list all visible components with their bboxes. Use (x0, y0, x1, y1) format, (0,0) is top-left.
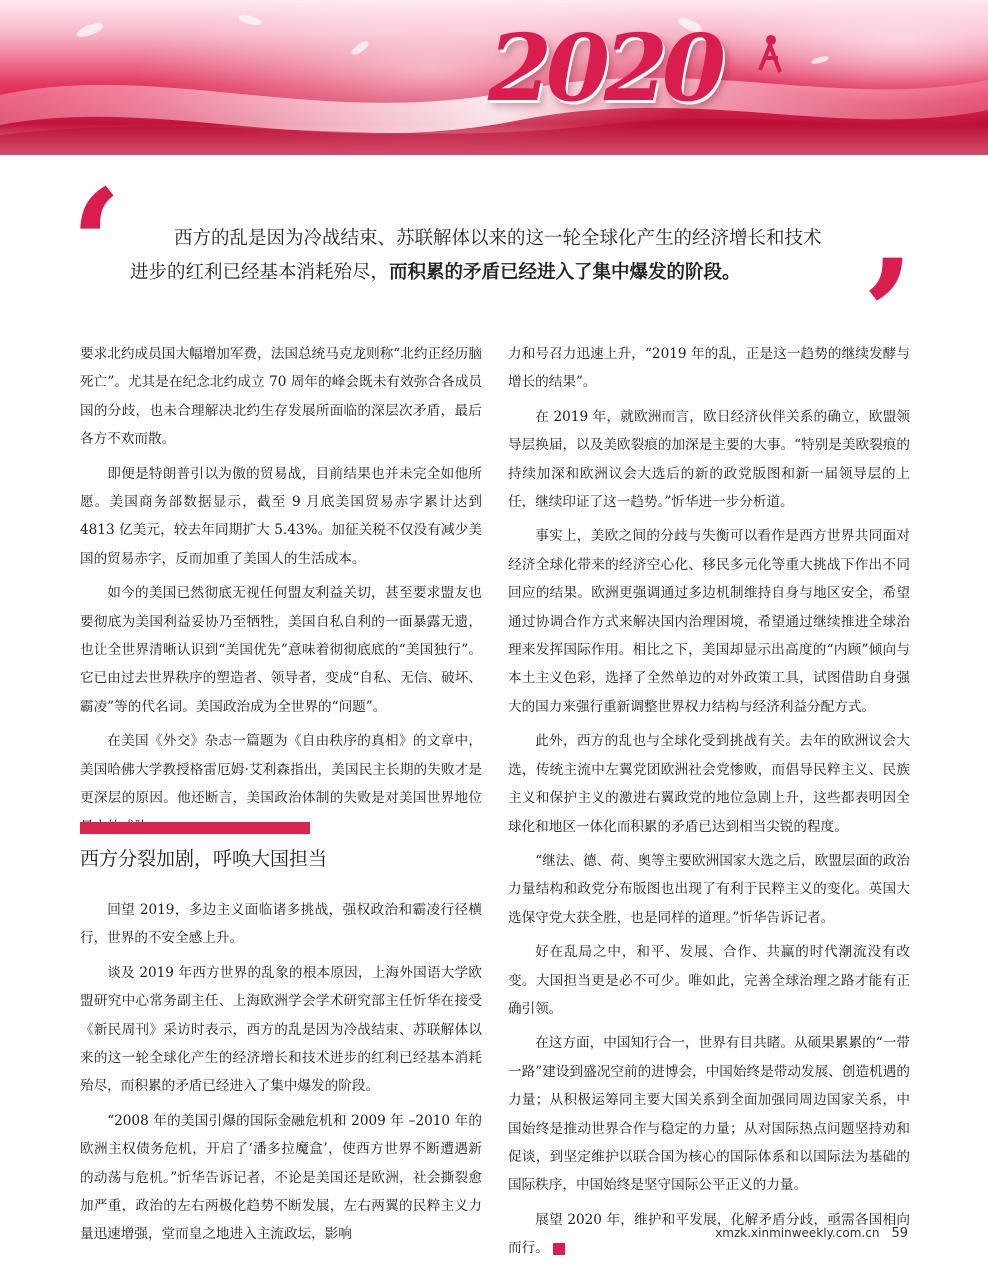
header-banner (0, 0, 988, 155)
paragraph: 此外，西方的乱也与全球化受到挑战有关。去年的欧洲议会大选，传统主流中左翼党团欧洲社会党惨败，而倡导民粹主义、民族主义和保护主义的激进右翼政党的地位急剧上升，这些都表明因全球化和地区一体化而积累的矛盾已达到相当尖锐的程度。 (508, 733, 910, 835)
paragraph: 在美国《外交》杂志一篇题为《自由秩序的真相》的文章中，美国哈佛大学教授格雷厄姆·艾利森指出，美国民主长期的失败才是更深层的原因。他还断言，美国政治体制的失败是对美国世界地位 (80, 733, 482, 807)
quote-open-mark: ‘ (70, 157, 123, 333)
paragraph: 在 2019 年，就欧洲而言，欧日经济伙伴关系的确立，欧盟领导层换届，以及美欧裂痕的加深是主要的大事。“特别是美欧裂痕的持续加深和欧洲议会大选后的新的政党版图和新一届领导层的上任，继续印证了这一趋势。”忻华进一步分析道。 (508, 408, 910, 511)
section-heading: 西方分裂加剧，呼唤大国担当 (80, 848, 328, 870)
paragraph: 谈及 2019 年西方世界的乱象的根本原因，上海外国语大学欧盟研究中心常务副主任、上海欧洲学会学术研究部主任忻华在接受《新民周刊》采访时表示，西方的乱是因为冷战结束、苏联解体以来的这一轮全球化产生的经济增长和技术进步的红利已经基本消耗殆尽，而积累的矛盾已经进入了集中爆发的阶段。 (80, 964, 482, 1095)
quote-close-mark: ’ (862, 227, 915, 403)
left-column-top (80, 340, 482, 847)
year-title: 2020 (488, 14, 721, 122)
pull-quote-line2 (130, 256, 870, 290)
dancer-figure (760, 45, 780, 72)
paragraph: 要求北约成员国大幅增加军费，法国总统马克龙则称“北约正经历脑死亡”。尤其是在纪念北约成立 70 周年的峰会既未有效弥合各成员国的分歧，也未合理解决北约生存发展所面临的深层次矛盾，最后各方不欢而散。 (80, 346, 482, 448)
section-accent-bar (80, 822, 310, 834)
paragraph: “2008 年的美国引爆的国际金融危机和 2009 年 –2010 年的欧洲主权债务危机，开启了‘潘多拉魔盒’，使西方世界不断遭遇新的动荡与危机。”忻华告诉记者，不论是美国还是欧洲，社会撕裂愈加严重，政治的左右两极化趋势不断发展，左右两翼的民粹主义力量迅速增强，堂而皇之地进入主流政坛，影响 (80, 1112, 482, 1243)
pull-quote-bold: 而积累的矛盾已经进入了集中爆发的阶段。 (389, 262, 741, 283)
pull-quote-line1: 西方的乱是因为冷战结束、苏联解体以来的这一轮全球化产生的经济增长和技术 (174, 228, 822, 249)
paragraph: 事实上，美欧之间的分歧与失衡可以看作是西方世界共同面对经济全球化带来的经济空心化、移民多元化等重大挑战下作出不同回应的结果。欧洲更强调通过多边机制维持自身与地区安全，希望通过协调合作方式来解决国内治理困境，希望通过继续推进全球治理来发挥国际作用。相比之下，美国却显示出高度的“内顾”倾向与本土主义色彩，选择了全然单边的对外政策工具，试图借助自身强大的国力来强行重新调整世界权力结构与经济利益分配方式。 (508, 528, 910, 715)
paragraph: 在这方面，中国知行合一，世界有目共睹。从硕果累累的“一带一路”建设到盛况空前的进博会，中国始终是带动发展、创造机遇的力量；从积极运筹同主要大国关系到全面加强同周边国家关系，中国始终是推动世界合作与稳定的力量；从对国际热点问题坚持劝和促谈，到坚定维护以联合国为核心的国际体系和以国际法为基础的国际秩序，中国始终是坚守国际公平正义的力量。 (508, 1035, 910, 1194)
right-column (508, 340, 910, 1269)
end-mark-icon: 民 (553, 1243, 565, 1255)
paragraph: 回望 2019，多边主义面临诸多挑战，强权政治和霸凌行径横行，世界的不安全感上升。 (80, 902, 482, 947)
page-number: 59 (891, 1226, 908, 1241)
paragraph: 力和号召力迅速上升，“2019 年的乱，正是这一趋势的继续发酵与增长的结果”。 (508, 346, 910, 391)
paragraph: “继法、德、荷、奥等主要欧洲国家大选之后，欧盟层面的政治力量结构和政党分布版图也出现了有利于民粹主义的变化。英国大选保守党大获全胜，也是同样的道理。”忻华告诉记者。 (508, 852, 910, 926)
paragraph: 即便是特朗普引以为傲的贸易战，目前结果也并未完全如他所愿。美国商务部数据显示，截至 9 月底美国贸易赤字累计达到 4813 亿美元，较去年同期扩大 5.43%。加征关税不仅没有减少美国的贸易赤字，反而加重了美国人的生活成本。 (80, 465, 482, 567)
footer-url: xmzk.xinminweekly.com.cn (715, 1226, 880, 1240)
paragraph: 好在乱局之中，和平、发展、合作、共赢的时代潮流没有改变。大国担当更是必不可少。唯如此，完善全球治理之路才能有正确引领。 (508, 944, 910, 1017)
pull-quote-normal: 进步的红利已经基本消耗殆尽， (130, 262, 390, 283)
page-footer (715, 1226, 908, 1241)
pull-quote (130, 222, 870, 290)
paragraph-text: 展望 2020 年，维护和平发展，化解矛盾分歧，亟需各国相向而行。 (508, 1211, 910, 1257)
left-column-bottom (80, 896, 482, 1255)
paragraph: 如今的美国已然彻底无视任何盟友利益关切，甚至要求盟友也要彻底为美国利益妥协乃至牺牲，美国自私自利的一面暴露无遗，也让全世界清晰认识到“美国优先”意味着彻彻底底的“美国独行”。它已由过去世界秩序的塑造者、领导者，变成“自私、无信、破坏、霸凌”等的代名词。美国政治成为全世界的“问题”。 (80, 585, 482, 715)
